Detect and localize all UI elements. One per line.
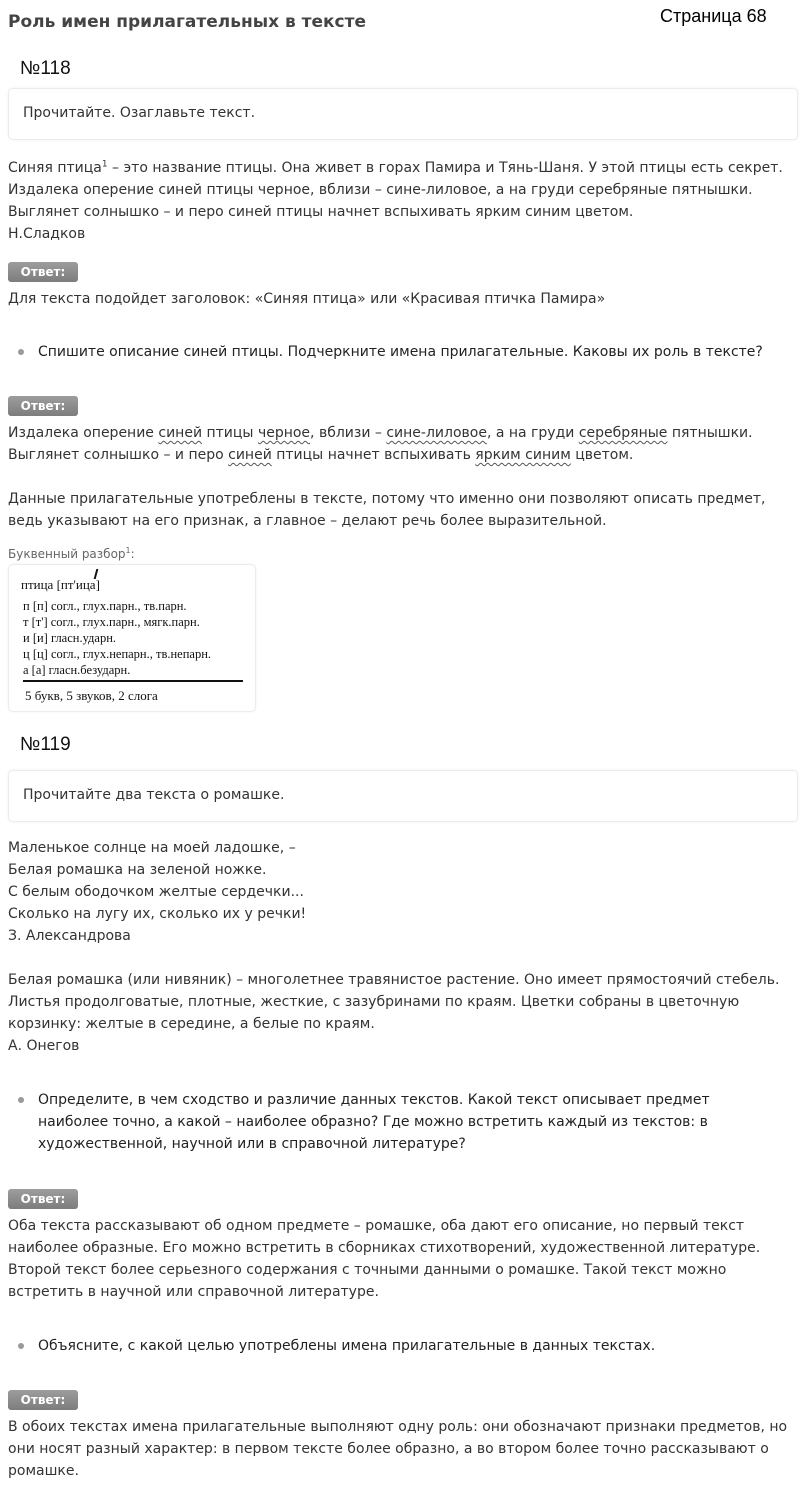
answer-line: наиболее образные. Его можно встретить в сборниках стихотворений, художественной литературе.	[8, 1240, 761, 1256]
page-number: Страница 68	[660, 6, 767, 26]
poem-line: Маленькое солнце на моей ладошке, –	[8, 840, 296, 856]
question-text: Спишите описание синей птицы. Подчеркните имена прилагательные. Каковы их роль в тексте?	[38, 344, 763, 360]
task-number-118: №118	[20, 58, 71, 79]
footnote-mark: 1	[101, 159, 108, 170]
page-title: Роль имен прилагательных в тексте	[8, 12, 367, 32]
question-text: Объясните, с какой целью употреблены имена прилагательные в данных текстах.	[38, 1338, 656, 1354]
answer-line: Оба текста рассказывают об одном предмете – ромашке, оба дают его описание, но первый текст	[8, 1218, 745, 1234]
answer-text: Для текста подойдет заголовок: «Синяя птица» или «Красивая птичка Памира»	[8, 291, 606, 307]
answer-badge: Ответ:	[8, 1189, 78, 1209]
text-line: Издалека оперение синей птицы черное, вблизи – сине-лиловое, а на груди серебряные пятнышки.	[8, 182, 753, 198]
prose-author: А. Онегов	[8, 1038, 80, 1054]
parse-divider	[23, 680, 243, 682]
underlined-adjective: синей	[228, 447, 272, 463]
task-instruction: Прочитайте. Озаглавьте текст.	[23, 105, 256, 121]
text-line: Выглянет солнышко – и перо синей птицы начнет вспыхивать ярким синим цветом.	[8, 204, 634, 220]
answer-line: Издалека оперение синей птицы черное, вблизи – сине-лиловое, а на груди серебряные пятнышки.	[8, 425, 753, 441]
parse-row: и [и] гласн.ударн.	[23, 631, 117, 645]
parse-summary: 5 букв, 5 звуков, 2 слога	[25, 688, 158, 703]
task-box-118	[8, 88, 798, 140]
parse-row: а [а] гласн.безударн.	[23, 663, 131, 677]
underlined-adjective: черное	[257, 425, 311, 441]
task-number-119: №119	[20, 734, 71, 755]
parse-caption: Буквенный разбор$^1$:	[8, 546, 135, 561]
parse-row: п [п] согл., глух.парн., тв.парн.	[23, 599, 187, 613]
question-line: художественной, научной или в справочной литературе?	[38, 1136, 466, 1152]
bullet-dot	[18, 349, 24, 355]
answer-line: встретить в научной или справочной литературе.	[8, 1284, 379, 1300]
parse-row: т [т'] согл., глух.парн., мягк.парн.	[23, 615, 200, 629]
task-instruction: Прочитайте два текста о ромашке.	[23, 787, 285, 803]
answer-line: В обоих текстах имена прилагательные выполняют одну роль: они обозначают признаки предметов, но	[8, 1419, 788, 1435]
parse-header: птица [пт'ица]	[21, 577, 100, 592]
prose-line: Листья продолговатые, плотные, жесткие, с зазубринами по краям. Цветки собраны в цветочную	[8, 994, 740, 1010]
underlined-adjective: ярким синим	[475, 447, 571, 463]
phonetic-parse-card	[8, 564, 256, 712]
poem-line: Сколько на лугу их, сколько их у речки!	[8, 906, 307, 922]
poem-line: С белым ободочком желтые сердечки...	[8, 884, 304, 900]
answer-line: они носят разный характер: в первом тексте более образно, а во втором более точно рассказывают о	[8, 1441, 769, 1457]
answer-badge: Ответ:	[8, 262, 78, 282]
underlined-adjective: синей	[158, 425, 203, 441]
question-line: наиболее точно, а какой – наиболее образно? Где можно встретить каждый из текстов: в	[38, 1114, 708, 1130]
question-line: Определите, в чем сходство и различие данных текстов. Какой текст описывает предмет	[38, 1092, 710, 1108]
answer-line: Выглянет солнышко – и перо синей птицы начнет вспыхивать ярким синим цветом.	[8, 447, 634, 463]
bullet-dot	[18, 1097, 24, 1103]
answer-line: Второй текст более серьезного содержания с точными данными о ромашке. Такой текст можно	[8, 1262, 727, 1278]
text-line: Синяя птица$^1$ – это название птицы. Она живет в горах Памира и Тянь-Шаня. У этой птицы есть секрет.	[8, 159, 783, 176]
underlined-adjective: сине-лиловое	[386, 425, 487, 441]
answer-badge: Ответ:	[8, 396, 78, 416]
poem-line: Белая ромашка на зеленой ножке.	[8, 862, 267, 878]
task-box-119	[8, 770, 798, 822]
poem-author: З. Александрова	[8, 928, 131, 944]
parse-row: ц [ц] согл., глух.непарн., тв.непарн.	[23, 647, 212, 661]
answer-line: ромашке.	[8, 1463, 79, 1479]
answer-badge: Ответ:	[8, 1390, 78, 1410]
prose-line: корзинку: желтые в середине, а белые по краям.	[8, 1016, 375, 1032]
text-author: Н.Сладков	[8, 226, 86, 242]
explanation-line: Данные прилагательные употреблены в тексте, потому что именно они позволяют описать предмет,	[8, 491, 766, 507]
bullet-dot	[18, 1343, 24, 1349]
prose-line: Белая ромашка (или нивяник) – многолетнее травянистое растение. Оно имеет прямостоячий стебель.	[8, 972, 780, 988]
underlined-adjective: серебряные	[578, 425, 668, 441]
explanation-line: ведь указывают на его признак, а главное – делают речь более выразительной.	[8, 513, 607, 529]
